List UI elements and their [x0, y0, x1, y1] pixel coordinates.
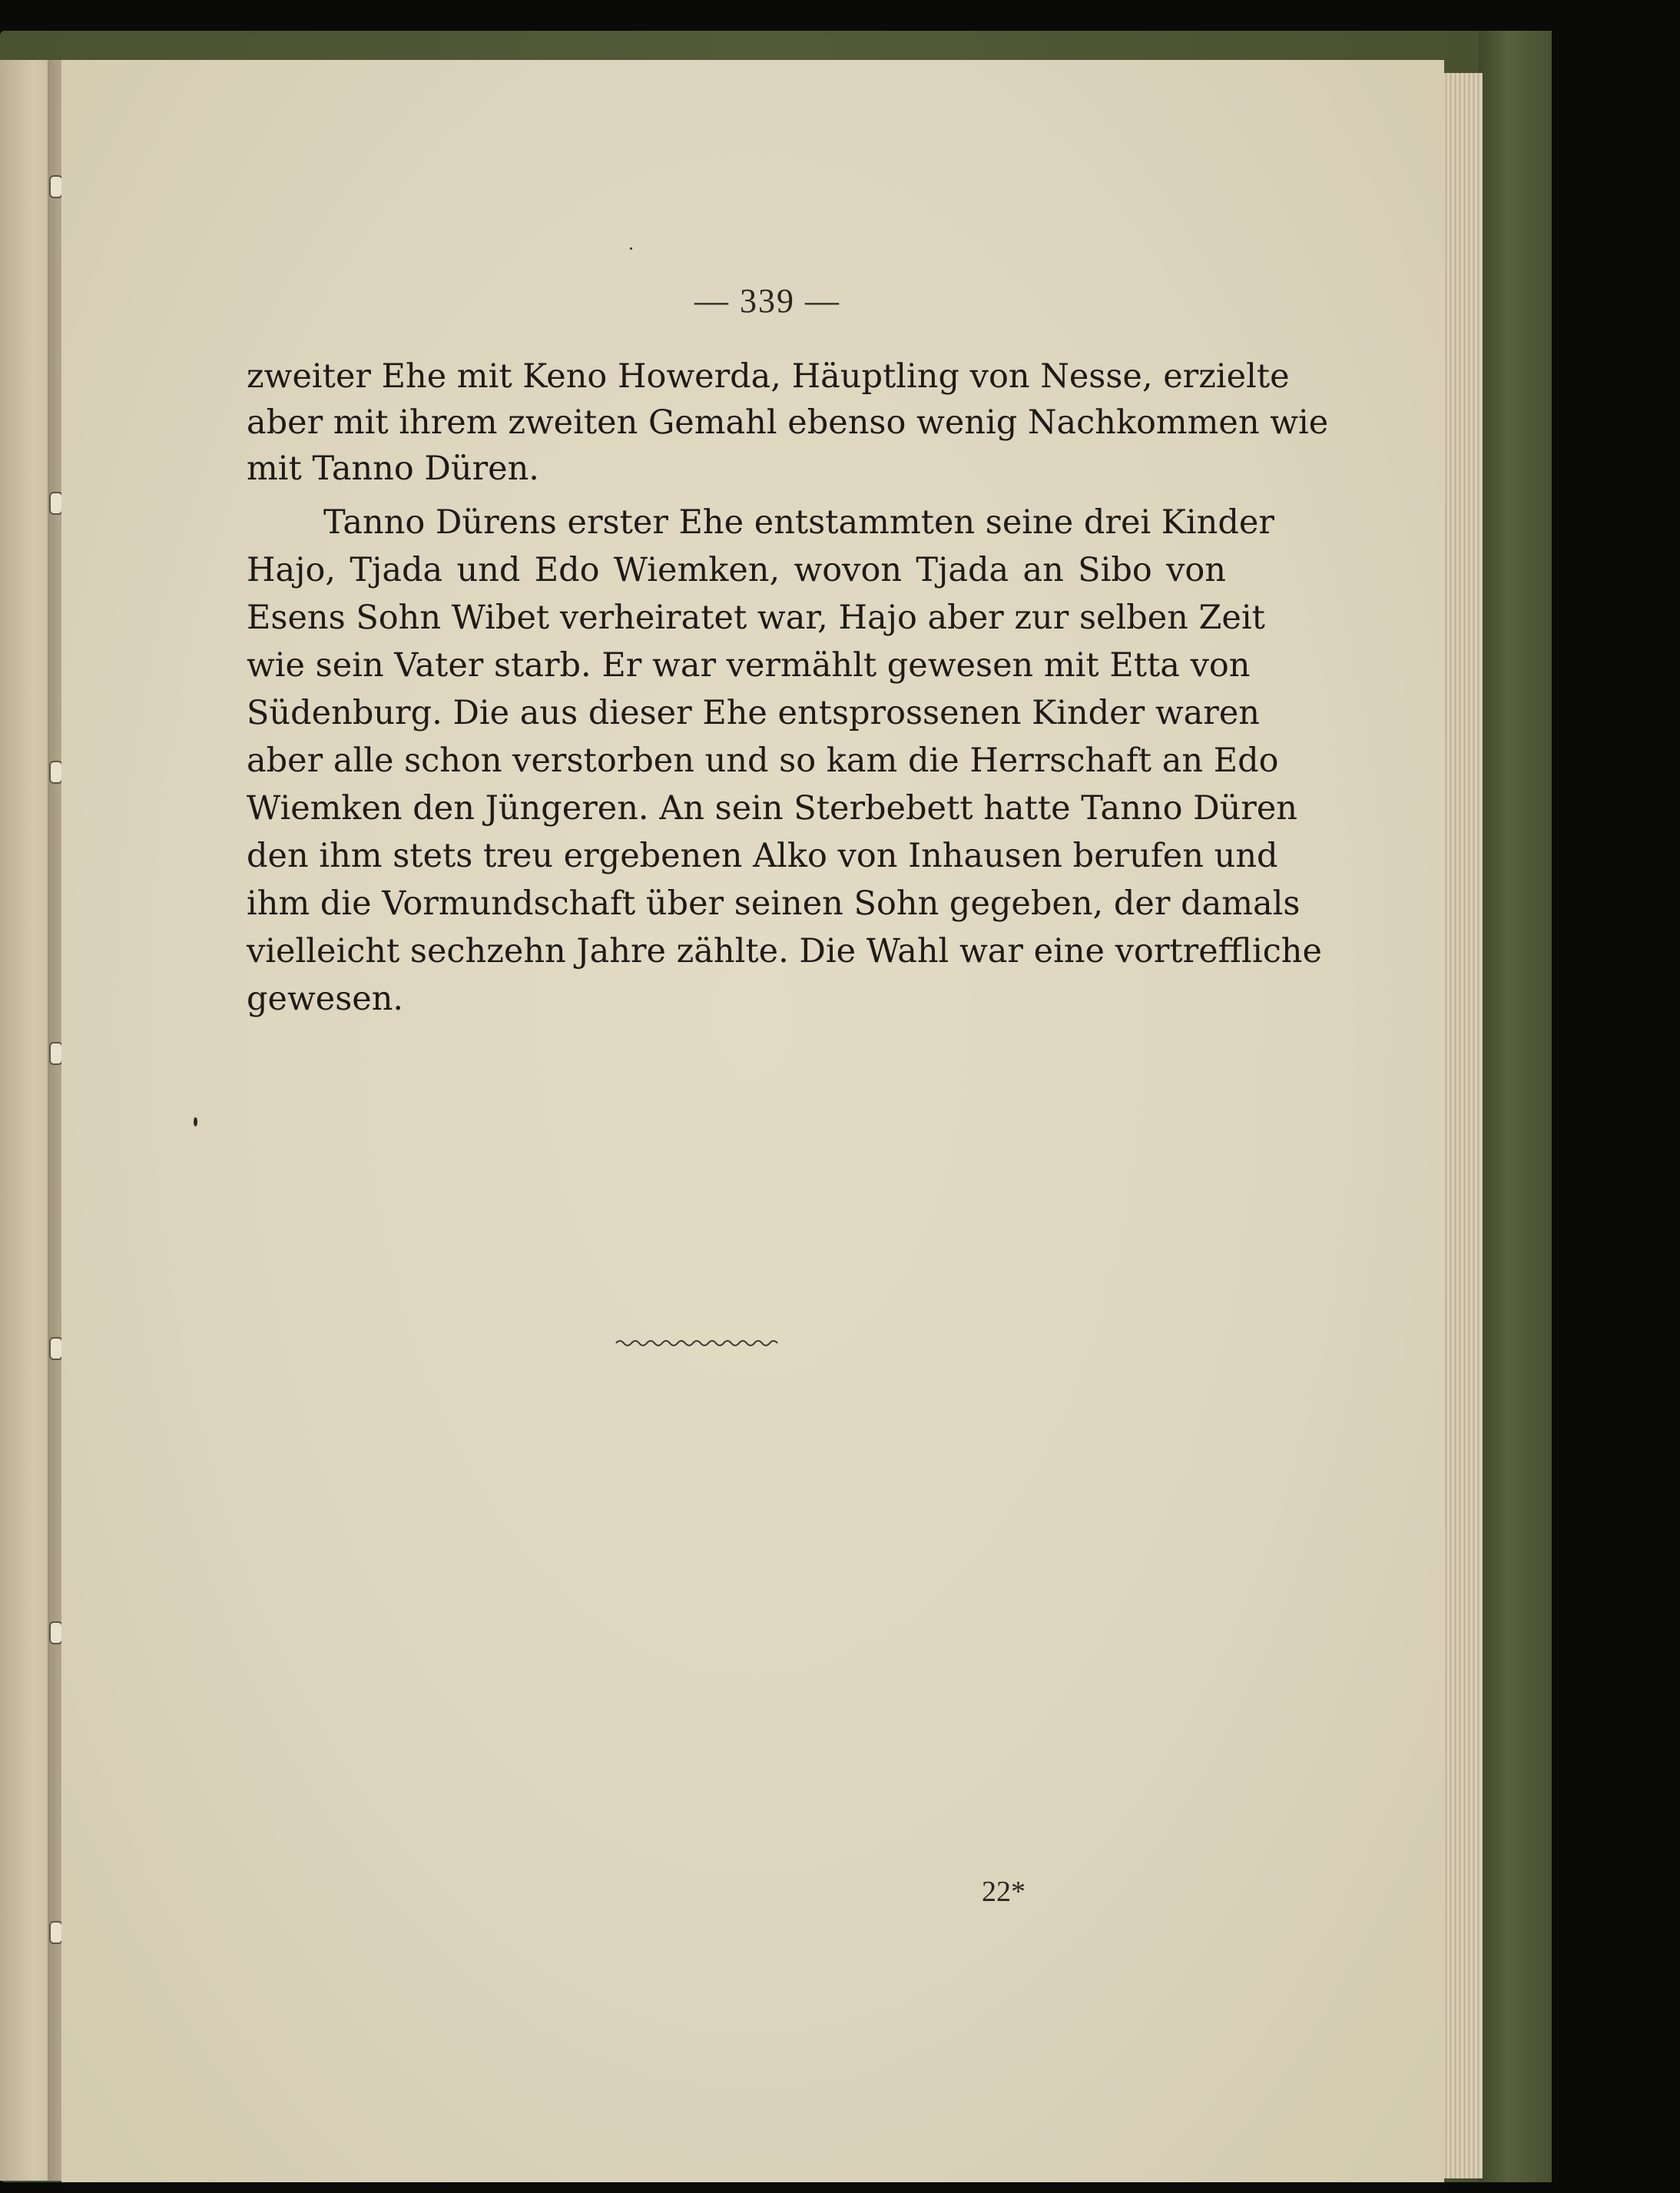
- text-line: Südenburg. Die aus dieser Ehe entsprossenen Kinder waren: [247, 694, 1260, 732]
- book-cover-edge: [1479, 31, 1552, 2182]
- text-line: zweiter Ehe mit Keno Howerda, Häuptling von Nesse, erzielte: [247, 357, 1290, 396]
- text-line: mit Tanno Düren.: [247, 450, 539, 488]
- text-line: vielleicht sechzehn Jahre zählte. Die Wahl war eine vortreffliche: [247, 932, 1322, 970]
- text-line: Hajo, Tjada und Edo Wiemken, wovon Tjada an Sibo von: [247, 551, 1226, 589]
- section-end-ornament: [615, 1337, 779, 1349]
- text-line: Esens Sohn Wibet verheiratet war, Hajo aber zur selben Zeit: [247, 599, 1265, 637]
- page-number: — 339 —: [694, 282, 840, 320]
- signature-mark: 22*: [982, 1876, 1026, 1908]
- text-line: Tanno Dürens erster Ehe entstammten seine drei Kinder: [323, 503, 1274, 542]
- text-line: aber alle schon verstorben und so kam die Herrschaft an Edo: [247, 742, 1279, 780]
- paper-speck: [194, 1117, 197, 1126]
- text-line: wie sein Vater starb. Er war vermählt gewesen mit Etta von: [247, 646, 1251, 685]
- text-line: ihm die Vormundschaft über seinen Sohn gegeben, der damals: [247, 884, 1301, 923]
- text-line: aber mit ihrem zweiten Gemahl ebenso wenig Nachkommen wie: [247, 403, 1329, 442]
- text-line: den ihm stets treu ergebenen Alko von Inhausen berufen und: [247, 837, 1278, 875]
- text-line: gewesen.: [247, 980, 404, 1018]
- paper-speck: [630, 247, 632, 250]
- text-line: Wiemken den Jüngeren. An sein Sterbebett hatte Tanno Düren: [247, 789, 1298, 828]
- book-page: [61, 60, 1444, 2182]
